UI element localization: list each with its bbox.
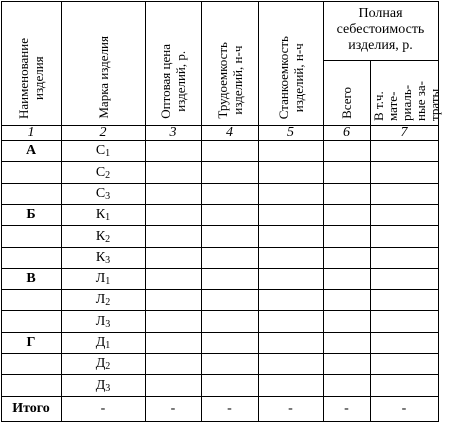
- product-mark: $С_3$: [95, 186, 111, 202]
- border-bottom: [1, 421, 438, 422]
- product-name: [1, 375, 61, 396]
- product-mark: $Л_2$: [95, 292, 111, 308]
- product-name: [1, 290, 61, 310]
- product-name: Б: [26, 207, 36, 222]
- product-mark: $Д_3$: [95, 377, 111, 394]
- column-divider: [323, 1, 324, 422]
- product-name: Г: [26, 335, 36, 350]
- header-labor: Трудоемкость изделий, н-ч: [214, 42, 245, 119]
- group-divider: [323, 60, 438, 61]
- product-mark: $К_3$: [95, 250, 111, 266]
- product-mark: $Д_2$: [95, 356, 111, 372]
- product-mark: $Л_1$: [95, 271, 111, 287]
- product-name: [1, 226, 61, 247]
- product-mark: $Л_3$: [95, 313, 111, 330]
- column-divider: [258, 1, 259, 422]
- total-label: Итого: [12, 401, 50, 416]
- header-material-costs: В т.ч. мате- риаль- ные за- траты: [371, 81, 442, 121]
- column-number: 1: [27, 125, 35, 140]
- column-divider: [201, 1, 202, 422]
- total-value: -: [170, 401, 176, 416]
- total-value: -: [288, 401, 293, 416]
- product-name: [1, 354, 61, 374]
- total-value: -: [100, 401, 106, 416]
- header-machine: Станкоемкость изделий, н-ч: [275, 36, 306, 120]
- border-top: [1, 1, 438, 2]
- product-mark: $К_2$: [95, 228, 111, 245]
- product-name: В: [26, 271, 36, 286]
- header-name: Наименование изделия: [16, 38, 46, 119]
- column-number: 7: [400, 125, 408, 140]
- product-mark: $К_1$: [95, 207, 111, 223]
- total-value: -: [401, 401, 407, 416]
- product-name: [1, 248, 61, 268]
- header-price: Оптовая цена изделий, р.: [158, 44, 188, 119]
- header-mark: Марка изделия: [95, 36, 111, 119]
- product-name: [1, 162, 61, 183]
- header-total-cost: Всего: [339, 87, 354, 119]
- product-mark: $С_1$: [95, 143, 111, 159]
- column-number: 5: [287, 125, 294, 140]
- total-value: -: [344, 401, 349, 416]
- product-name: А: [25, 143, 37, 158]
- total-value: -: [227, 401, 232, 416]
- column-number: 2: [99, 125, 107, 140]
- product-name: [1, 184, 61, 204]
- product-mark: $С_2$: [95, 164, 111, 181]
- column-number: 3: [169, 125, 177, 140]
- column-number: 6: [343, 125, 350, 140]
- product-mark: $Д_1$: [95, 335, 111, 351]
- header-full-cost: Полная себестоимость изделия, р.: [336, 6, 425, 53]
- column-number: 4: [226, 125, 233, 140]
- product-name: [1, 311, 61, 332]
- column-divider: [145, 1, 146, 422]
- column-divider: [438, 1, 439, 422]
